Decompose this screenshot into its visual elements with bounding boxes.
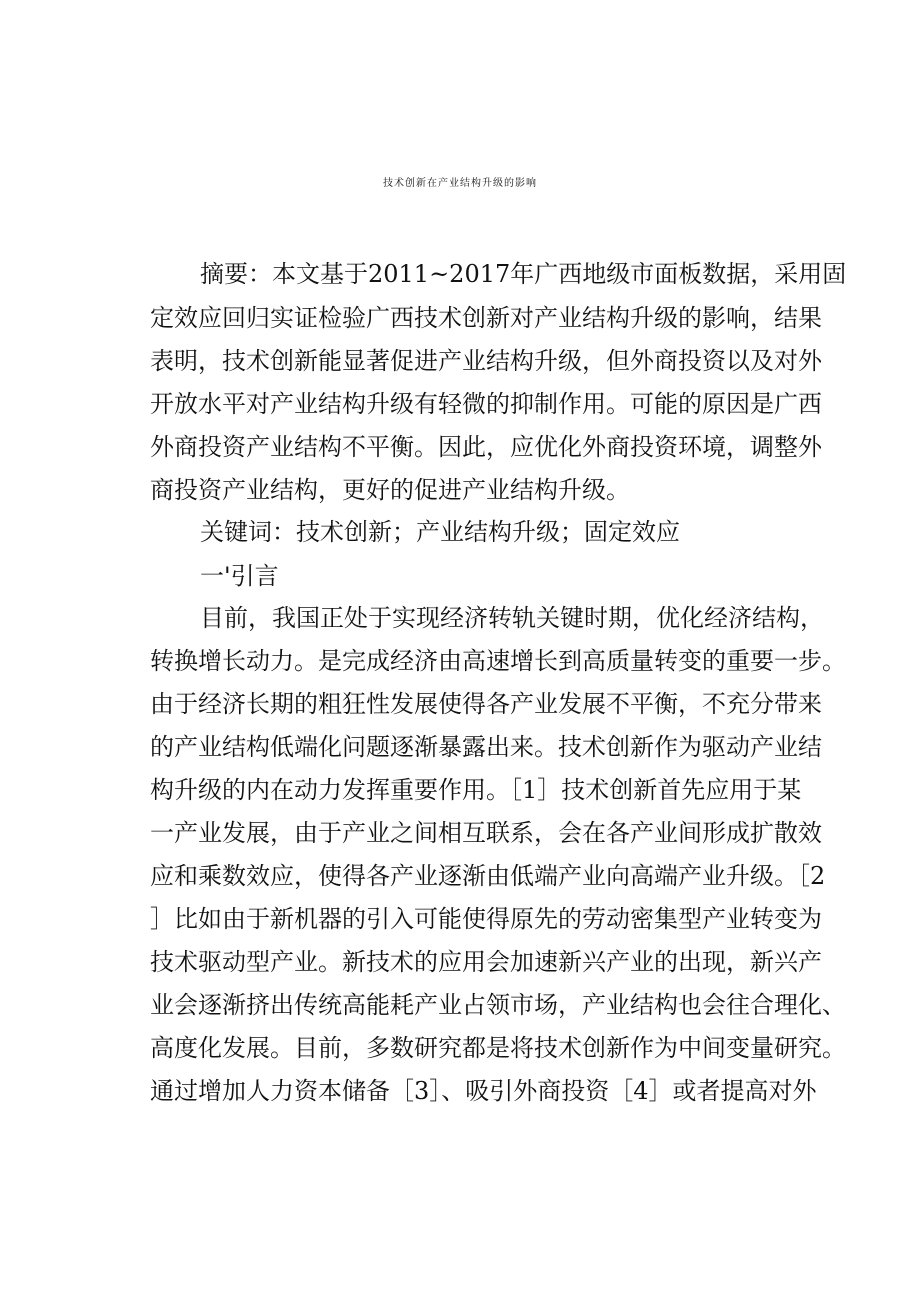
body-line-6: 一产业发展，由于产业之间相互联系，会在各产业间形成扩散效 xyxy=(150,819,822,847)
body-line-8: ］比如由于新机器的引入可能使得原先的劳动密集型产业转变为 xyxy=(150,905,822,933)
abstract-line-5: 外商投资产业结构不平衡。因此，应优化外商投资环境，调整外 xyxy=(150,433,822,461)
keywords-line: 关键词：技术创新；产业结构升级；固定效应 xyxy=(200,518,680,546)
body-line-3: 由于经济长期的粗狂性发展使得各产业发展不平衡，不充分带来 xyxy=(150,690,822,718)
abstract-line-2: 定效应回归实证检验广西技术创新对产业结构升级的影响，结果 xyxy=(150,304,822,332)
abstract-line-3: 表明，技术创新能显著促进产业结构升级，但外商投资以及对外 xyxy=(150,347,822,375)
body-line-9: 技术驱动型产业。新技术的应用会加速新兴产业的出现，新兴产 xyxy=(150,948,822,976)
section-heading: 一'引言 xyxy=(200,562,279,590)
abstract-line-1: 摘要：本文基于2011~2017年广西地级市面板数据，采用固 xyxy=(200,260,847,288)
body-line-11: 高度化发展。目前，多数研究都是将技术创新作为中间变量研究。 xyxy=(150,1034,846,1062)
abstract-line-6: 商投资产业结构，更好的促进产业结构升级。 xyxy=(150,476,630,504)
body-line-12: 通过增加人力资本储备［3］、吸引外商投资［4］或者提高对外 xyxy=(150,1077,817,1105)
body-line-4: 的产业结构低端化问题逐渐暴露出来。技术创新作为驱动产业结 xyxy=(150,733,822,761)
body-line-10: 业会逐渐挤出传统高能耗产业占领市场，产业结构也会往合理化、 xyxy=(150,991,846,1019)
body-line-1: 目前，我国正处于实现经济转轨关键时期，优化经济结构， xyxy=(200,604,824,632)
document-title: 技术创新在产业结构升级的影响 xyxy=(383,178,537,189)
body-line-2: 转换增长动力。是完成经济由高速增长到高质量转变的重要一步。 xyxy=(150,647,846,675)
body-line-5: 构升级的内在动力发挥重要作用。［1］技术创新首先应用于某 xyxy=(150,776,802,804)
body-line-7: 应和乘数效应，使得各产业逐渐由低端产业向高端产业升级。［2 xyxy=(150,862,826,890)
abstract-line-4: 开放水平对产业结构升级有轻微的抑制作用。可能的原因是广西 xyxy=(150,390,822,418)
